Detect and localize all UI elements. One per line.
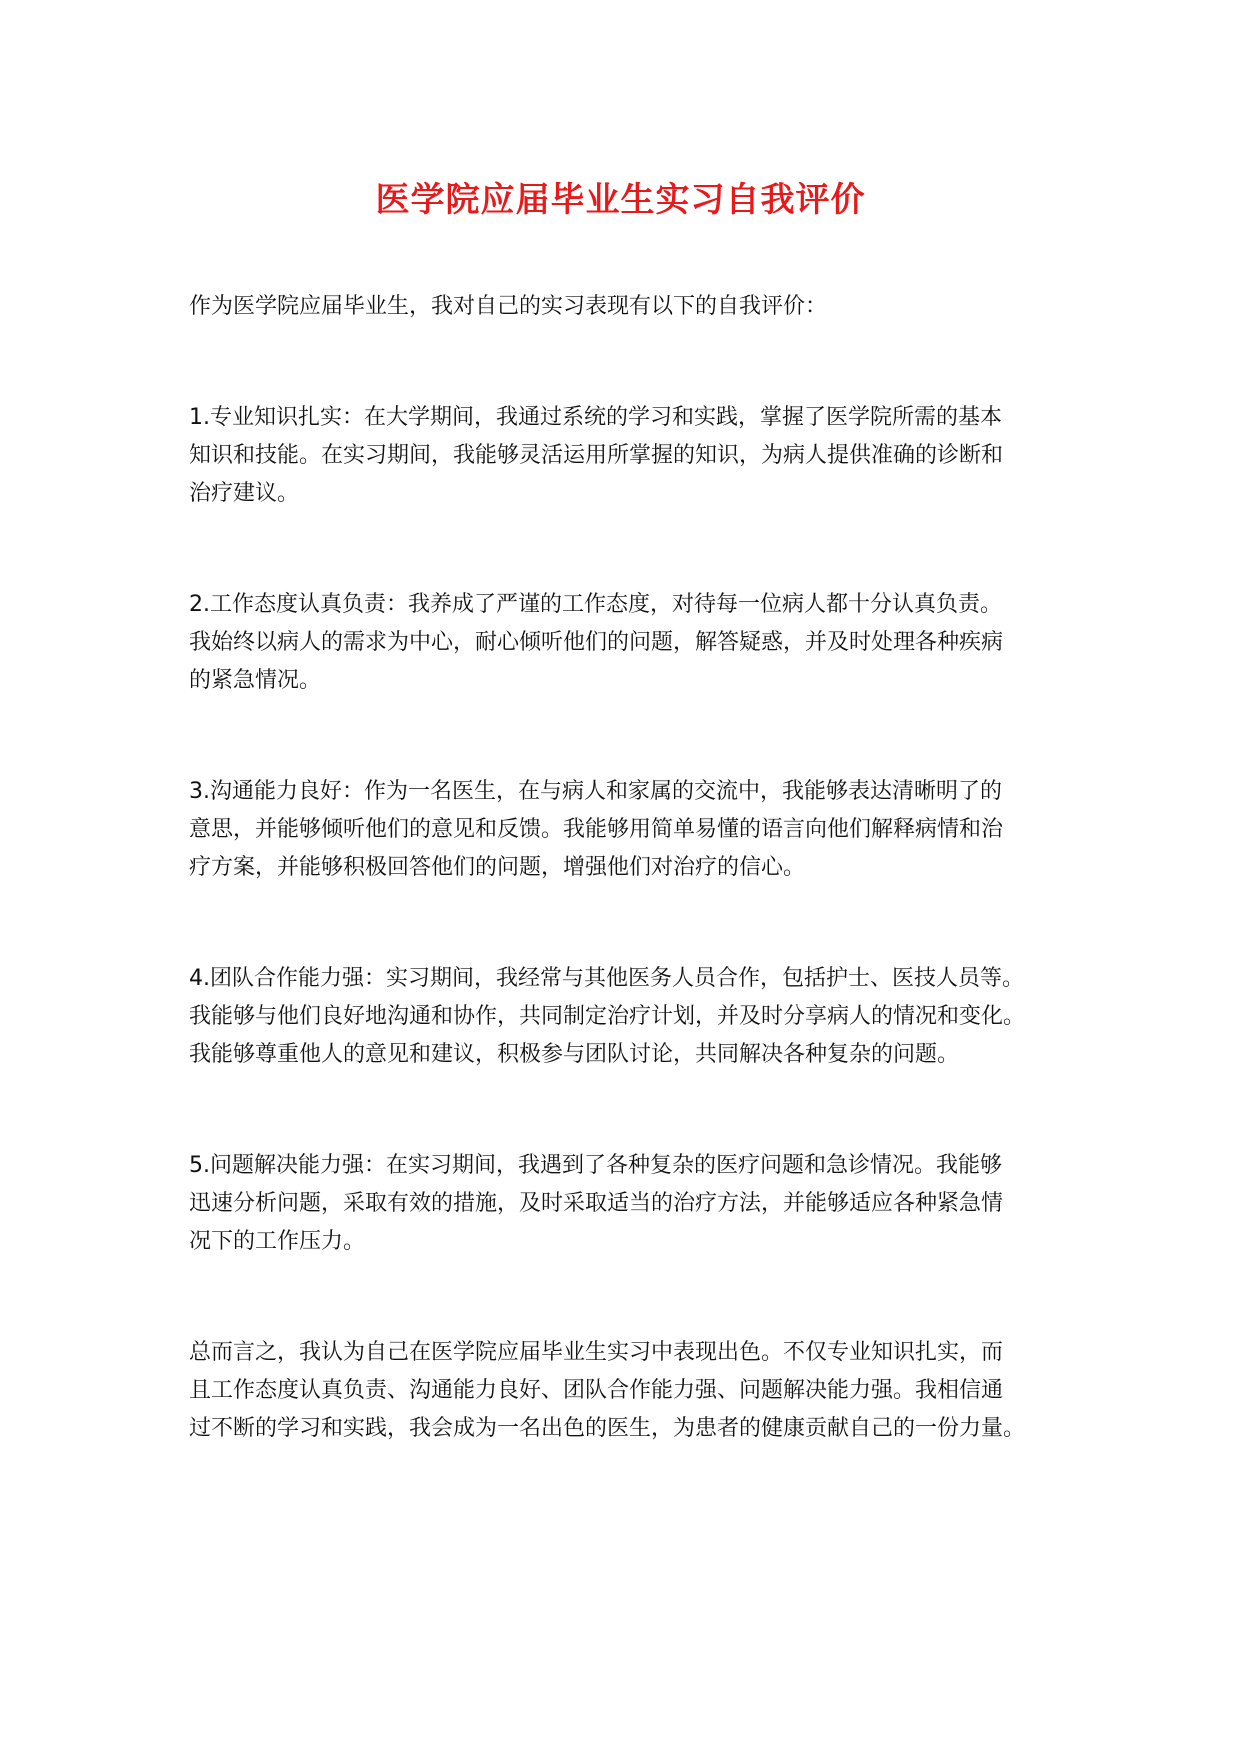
summary-line-3: 过不断的学习和实践，我会成为一名出色的医生，为患者的健康贡献自己的一份力量。 [189,1416,1026,1441]
item-3-paragraph [189,773,1069,887]
summary-paragraph [189,1334,1069,1448]
item-5-line-1: 5.问题解决能力强：在实习期间，我遇到了各种复杂的医疗问题和急诊情况。我能够 [189,1153,1002,1178]
item-5-line-2: 迅速分析问题，采取有效的措施，及时采取适当的治疗方法，并能够适应各种紧急情 [189,1191,1004,1216]
item-2-paragraph [189,586,1069,700]
item-3-line-1: 3.沟通能力良好：作为一名医生，在与病人和家属的交流中，我能够表达清晰明了的 [189,779,1002,804]
item-5-line-3: 况下的工作压力。 [189,1229,366,1254]
intro-paragraph [189,288,1069,326]
intro-line: 作为医学院应届毕业生，我对自己的实习表现有以下的自我评价： [189,294,828,319]
item-4-line-1: 4.团队合作能力强：实习期间，我经常与其他医务人员合作，包括护士、医技人员等。 [189,966,1024,991]
item-5-paragraph [189,1147,1069,1261]
item-2-line-2: 我始终以病人的需求为中心，耐心倾听他们的问题，解答疑惑，并及时处理各种疾病 [189,630,1004,655]
item-1-line-3: 治疗建议。 [189,481,300,506]
summary-line-2: 且工作态度认真负责、沟通能力良好、团队合作能力强、问题解决能力强。我相信通 [189,1378,1004,1403]
item-1-line-1: 1.专业知识扎实：在大学期间，我通过系统的学习和实践，掌握了医学院所需的基本 [189,405,1002,430]
item-4-paragraph [189,960,1069,1074]
item-2-line-1: 2.工作态度认真负责：我养成了严谨的工作态度，对待每一位病人都十分认真负责。 [189,592,1002,617]
item-3-line-3: 疗方案，并能够积极回答他们的问题，增强他们对治疗的信心。 [189,855,806,880]
document-title: 医学院应届毕业生实习自我评价 [375,180,866,220]
document-body [189,288,1069,1448]
item-2-line-3: 的紧急情况。 [189,668,322,693]
item-1-paragraph [189,399,1069,513]
item-4-line-3: 我能够尊重他人的意见和建议，积极参与团队讨论，共同解决各种复杂的问题。 [189,1042,960,1067]
item-3-line-2: 意思，并能够倾听他们的意见和反馈。我能够用简单易懂的语言向他们解释病情和治 [189,817,1004,842]
summary-line-1: 总而言之，我认为自己在医学院应届毕业生实习中表现出色。不仅专业知识扎实，而 [189,1340,1004,1365]
item-4-line-2: 我能够与他们良好地沟通和协作，共同制定治疗计划，并及时分享病人的情况和变化。 [189,1004,1026,1029]
item-1-line-2: 知识和技能。在实习期间，我能够灵活运用所掌握的知识，为病人提供准确的诊断和 [189,443,1004,468]
